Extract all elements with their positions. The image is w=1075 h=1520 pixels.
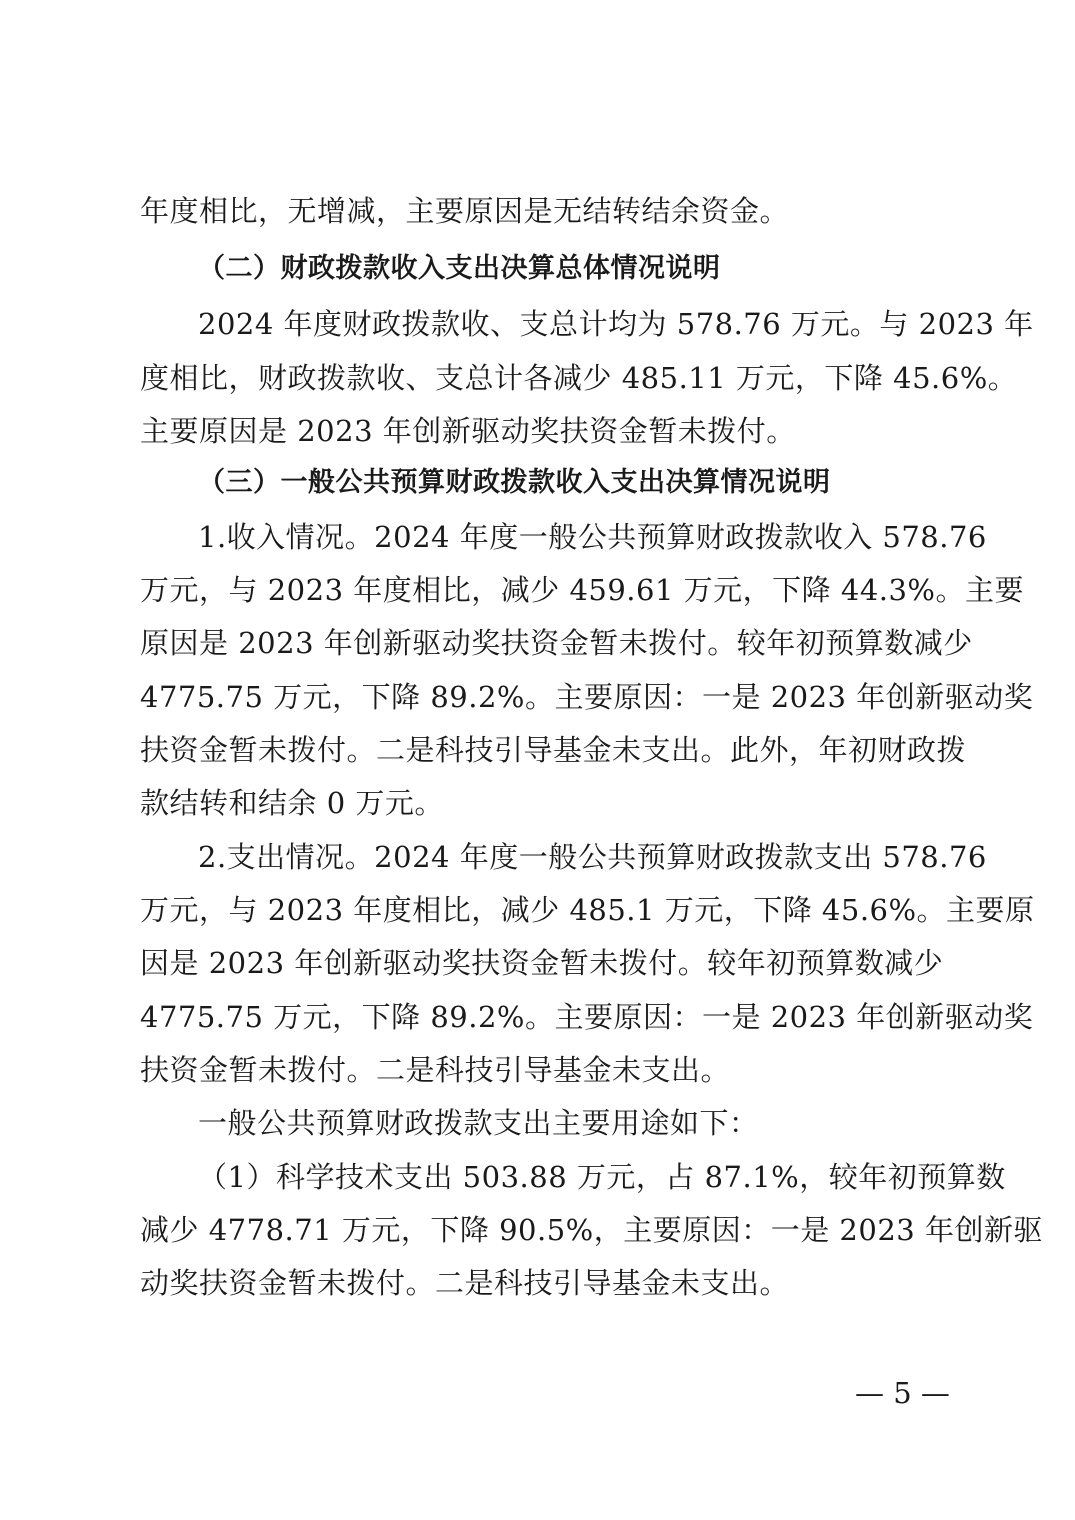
section-heading-3: （三）一般公共预算财政拨款收入支出决算情况说明 bbox=[198, 467, 831, 498]
text-line: 4775.75 万元，下降 89.2%。主要原因：一是 2023 年创新驱动奖 bbox=[140, 1000, 1034, 1034]
text-line: 2024 年度财政拨款收、支总计均为 578.76 万元。与 2023 年 bbox=[198, 307, 1034, 341]
text-line: 万元，与 2023 年度相比，减少 459.61 万元，下降 44.3%。主要 bbox=[140, 573, 1024, 607]
section-heading-2: （二）财政拨款收入支出决算总体情况说明 bbox=[198, 253, 721, 284]
text-line: 4775.75 万元，下降 89.2%。主要原因：一是 2023 年创新驱动奖 bbox=[140, 680, 1034, 714]
page-number: — 5 — bbox=[855, 1376, 950, 1410]
text-line: 因是 2023 年创新驱动奖扶资金暂未拨付。较年初预算数减少 bbox=[140, 946, 944, 980]
text-line: 年度相比，无增减，主要原因是无结转结余资金。 bbox=[140, 194, 790, 228]
text-line: 度相比，财政拨款收、支总计各减少 485.11 万元，下降 45.6%。 bbox=[140, 361, 1018, 395]
text-line: 扶资金暂未拨付。二是科技引导基金未支出。此外，年初财政拨 bbox=[140, 733, 967, 767]
text-line: 款结转和结余 0 万元。 bbox=[140, 786, 444, 820]
text-line: 一般公共预算财政拨款支出主要用途如下： bbox=[198, 1106, 759, 1140]
text-line: （1）科学技术支出 503.88 万元，占 87.1%，较年初预算数 bbox=[198, 1160, 1006, 1194]
text-line: 2.支出情况。2024 年度一般公共预算财政拨款支出 578.76 bbox=[198, 840, 987, 874]
text-line: 动奖扶资金暂未拨付。二是科技引导基金未支出。 bbox=[140, 1266, 790, 1300]
text-line: 1.收入情况。2024 年度一般公共预算财政拨款收入 578.76 bbox=[198, 520, 987, 554]
text-line: 原因是 2023 年创新驱动奖扶资金暂未拨付。较年初预算数减少 bbox=[140, 626, 973, 660]
text-line: 主要原因是 2023 年创新驱动奖扶资金暂未拨付。 bbox=[140, 414, 796, 448]
text-line: 扶资金暂未拨付。二是科技引导基金未支出。 bbox=[140, 1053, 731, 1087]
text-line: 万元，与 2023 年度相比，减少 485.1 万元，下降 45.6%。主要原 bbox=[140, 893, 1035, 927]
text-line: 减少 4778.71 万元，下降 90.5%，主要原因：一是 2023 年创新驱 bbox=[140, 1213, 1043, 1247]
